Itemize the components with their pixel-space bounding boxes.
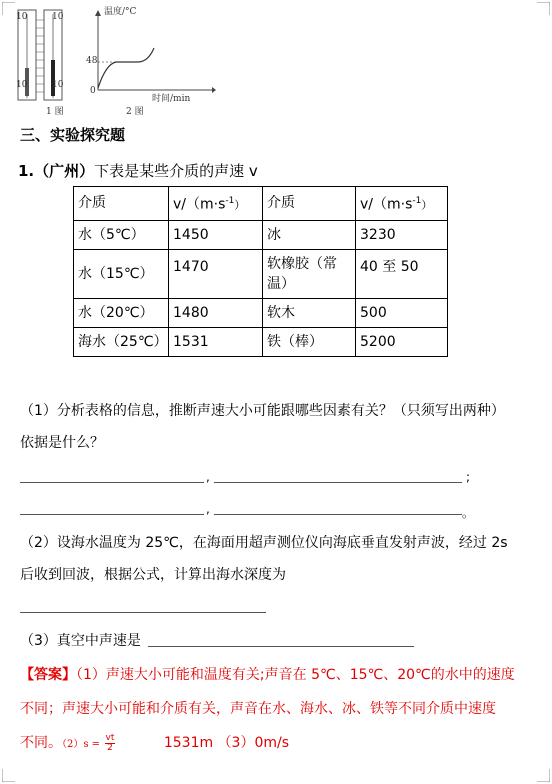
answer-blank[interactable] (20, 612, 266, 613)
answer-blank[interactable] (214, 482, 462, 483)
blank-separator: , (206, 502, 210, 516)
temperature-time-graph (86, 2, 216, 112)
table-cell: 软橡胶（常温） (263, 249, 356, 298)
part2-question-cont: 后收到回波，根据公式，计算出海水深度为 (20, 567, 286, 583)
section-title: 三、实验探究题 (20, 126, 126, 144)
crop-mark (536, 768, 550, 782)
table-cell: 5200 (356, 327, 448, 356)
thermo-tick-label: 10 (16, 80, 28, 90)
formula-denominator: 2 (107, 742, 113, 753)
table-cell: 1531 (169, 327, 263, 356)
thermometer-figure (14, 8, 72, 108)
table-row (74, 220, 448, 249)
table-row (74, 298, 448, 327)
answer-text: 不同。 (20, 735, 62, 751)
crop-mark (536, 2, 550, 16)
table-cell: 水（20℃） (74, 298, 169, 327)
answer-blank[interactable] (20, 514, 204, 515)
answer-blank[interactable] (148, 646, 414, 647)
table-cell: 水（5℃） (74, 220, 169, 249)
answer-line-3 (20, 732, 289, 753)
answer-tag: 【答案】 (20, 667, 76, 683)
question-source: （广州） (34, 162, 95, 180)
table-row (74, 327, 448, 356)
question-text: 下表是某些介质的声速 v (94, 162, 258, 180)
table-cell: 500 (356, 298, 448, 327)
answer-blank[interactable] (214, 514, 462, 515)
table-header-cell: 介质 (74, 187, 169, 221)
graph-xlabel: 时间/min (152, 94, 191, 104)
question-title (18, 160, 258, 181)
part1-question-cont: 依据是什么？ (20, 435, 104, 451)
crop-mark (2, 2, 16, 16)
table-header-row (74, 187, 448, 221)
table-cell: 水（15℃） (74, 249, 169, 298)
formula-fraction (105, 734, 116, 753)
table-cell: 1480 (169, 298, 263, 327)
blank-separator: 。 (462, 506, 475, 520)
table-cell: 海水（25℃） (74, 327, 169, 356)
graph-value-label: 48 (86, 56, 98, 66)
thermo-tick-label: 10 (16, 12, 28, 22)
answer-text: 1531m （3）0m/s (163, 735, 290, 751)
formula-label: （2） (62, 739, 84, 750)
part2-question: （2）设海水温度为 25℃，在海面用超声测位仪向海底垂直发射声波，经过 2s (20, 535, 508, 551)
answer-text: （1）声速大小可能和温度有关;声音在 5℃、15℃、20℃的水中的速度 (76, 667, 515, 683)
table-cell: 冰 (263, 220, 356, 249)
crop-mark (2, 768, 16, 782)
answer-line-2: 不同；声速大小可能和介质有关，声音在水、海水、冰、铁等不同介质中速度 (20, 701, 496, 717)
sound-speed-table (73, 186, 448, 357)
blank-separator: , (206, 470, 210, 484)
answer-line-1 (20, 664, 515, 684)
table-header-cell: 介质 (263, 187, 356, 221)
table-cell: 1470 (169, 249, 263, 298)
table-row (74, 249, 448, 298)
table-cell: 1450 (169, 220, 263, 249)
table-cell: 3230 (356, 220, 448, 249)
thermo-tick-label: 10 (52, 12, 64, 22)
table-header-cell: $v/(m\cdot s^{-1})$ (356, 187, 448, 221)
graph-origin-label: 0 (90, 86, 96, 96)
graph-ylabel: 温度/°C (104, 7, 137, 17)
blank-separator: ; (466, 470, 471, 484)
formula-lhs: s = (83, 739, 101, 750)
answer-blank[interactable] (20, 482, 204, 483)
table-cell: 软木 (263, 298, 356, 327)
part3-question: （3）真空中声速是 (20, 633, 141, 649)
question-number: 1. (18, 162, 35, 180)
table-cell: 铁（棒） (263, 327, 356, 356)
table-cell: 40 至 50 (356, 249, 448, 298)
part1-question: （1）分析表格的信息，推断声速大小可能跟哪些因素有关？（只须写出两种） (20, 403, 505, 419)
figure-1-caption: 1 图 (46, 107, 64, 117)
formula-numerator: vt (105, 732, 115, 743)
thermo-tick-label: 10 (52, 80, 64, 90)
table-header-cell: $v/(m\cdot s^{-1})$ (169, 187, 263, 221)
top-figure (14, 0, 224, 118)
figure-2-caption: 2 图 (126, 107, 144, 117)
